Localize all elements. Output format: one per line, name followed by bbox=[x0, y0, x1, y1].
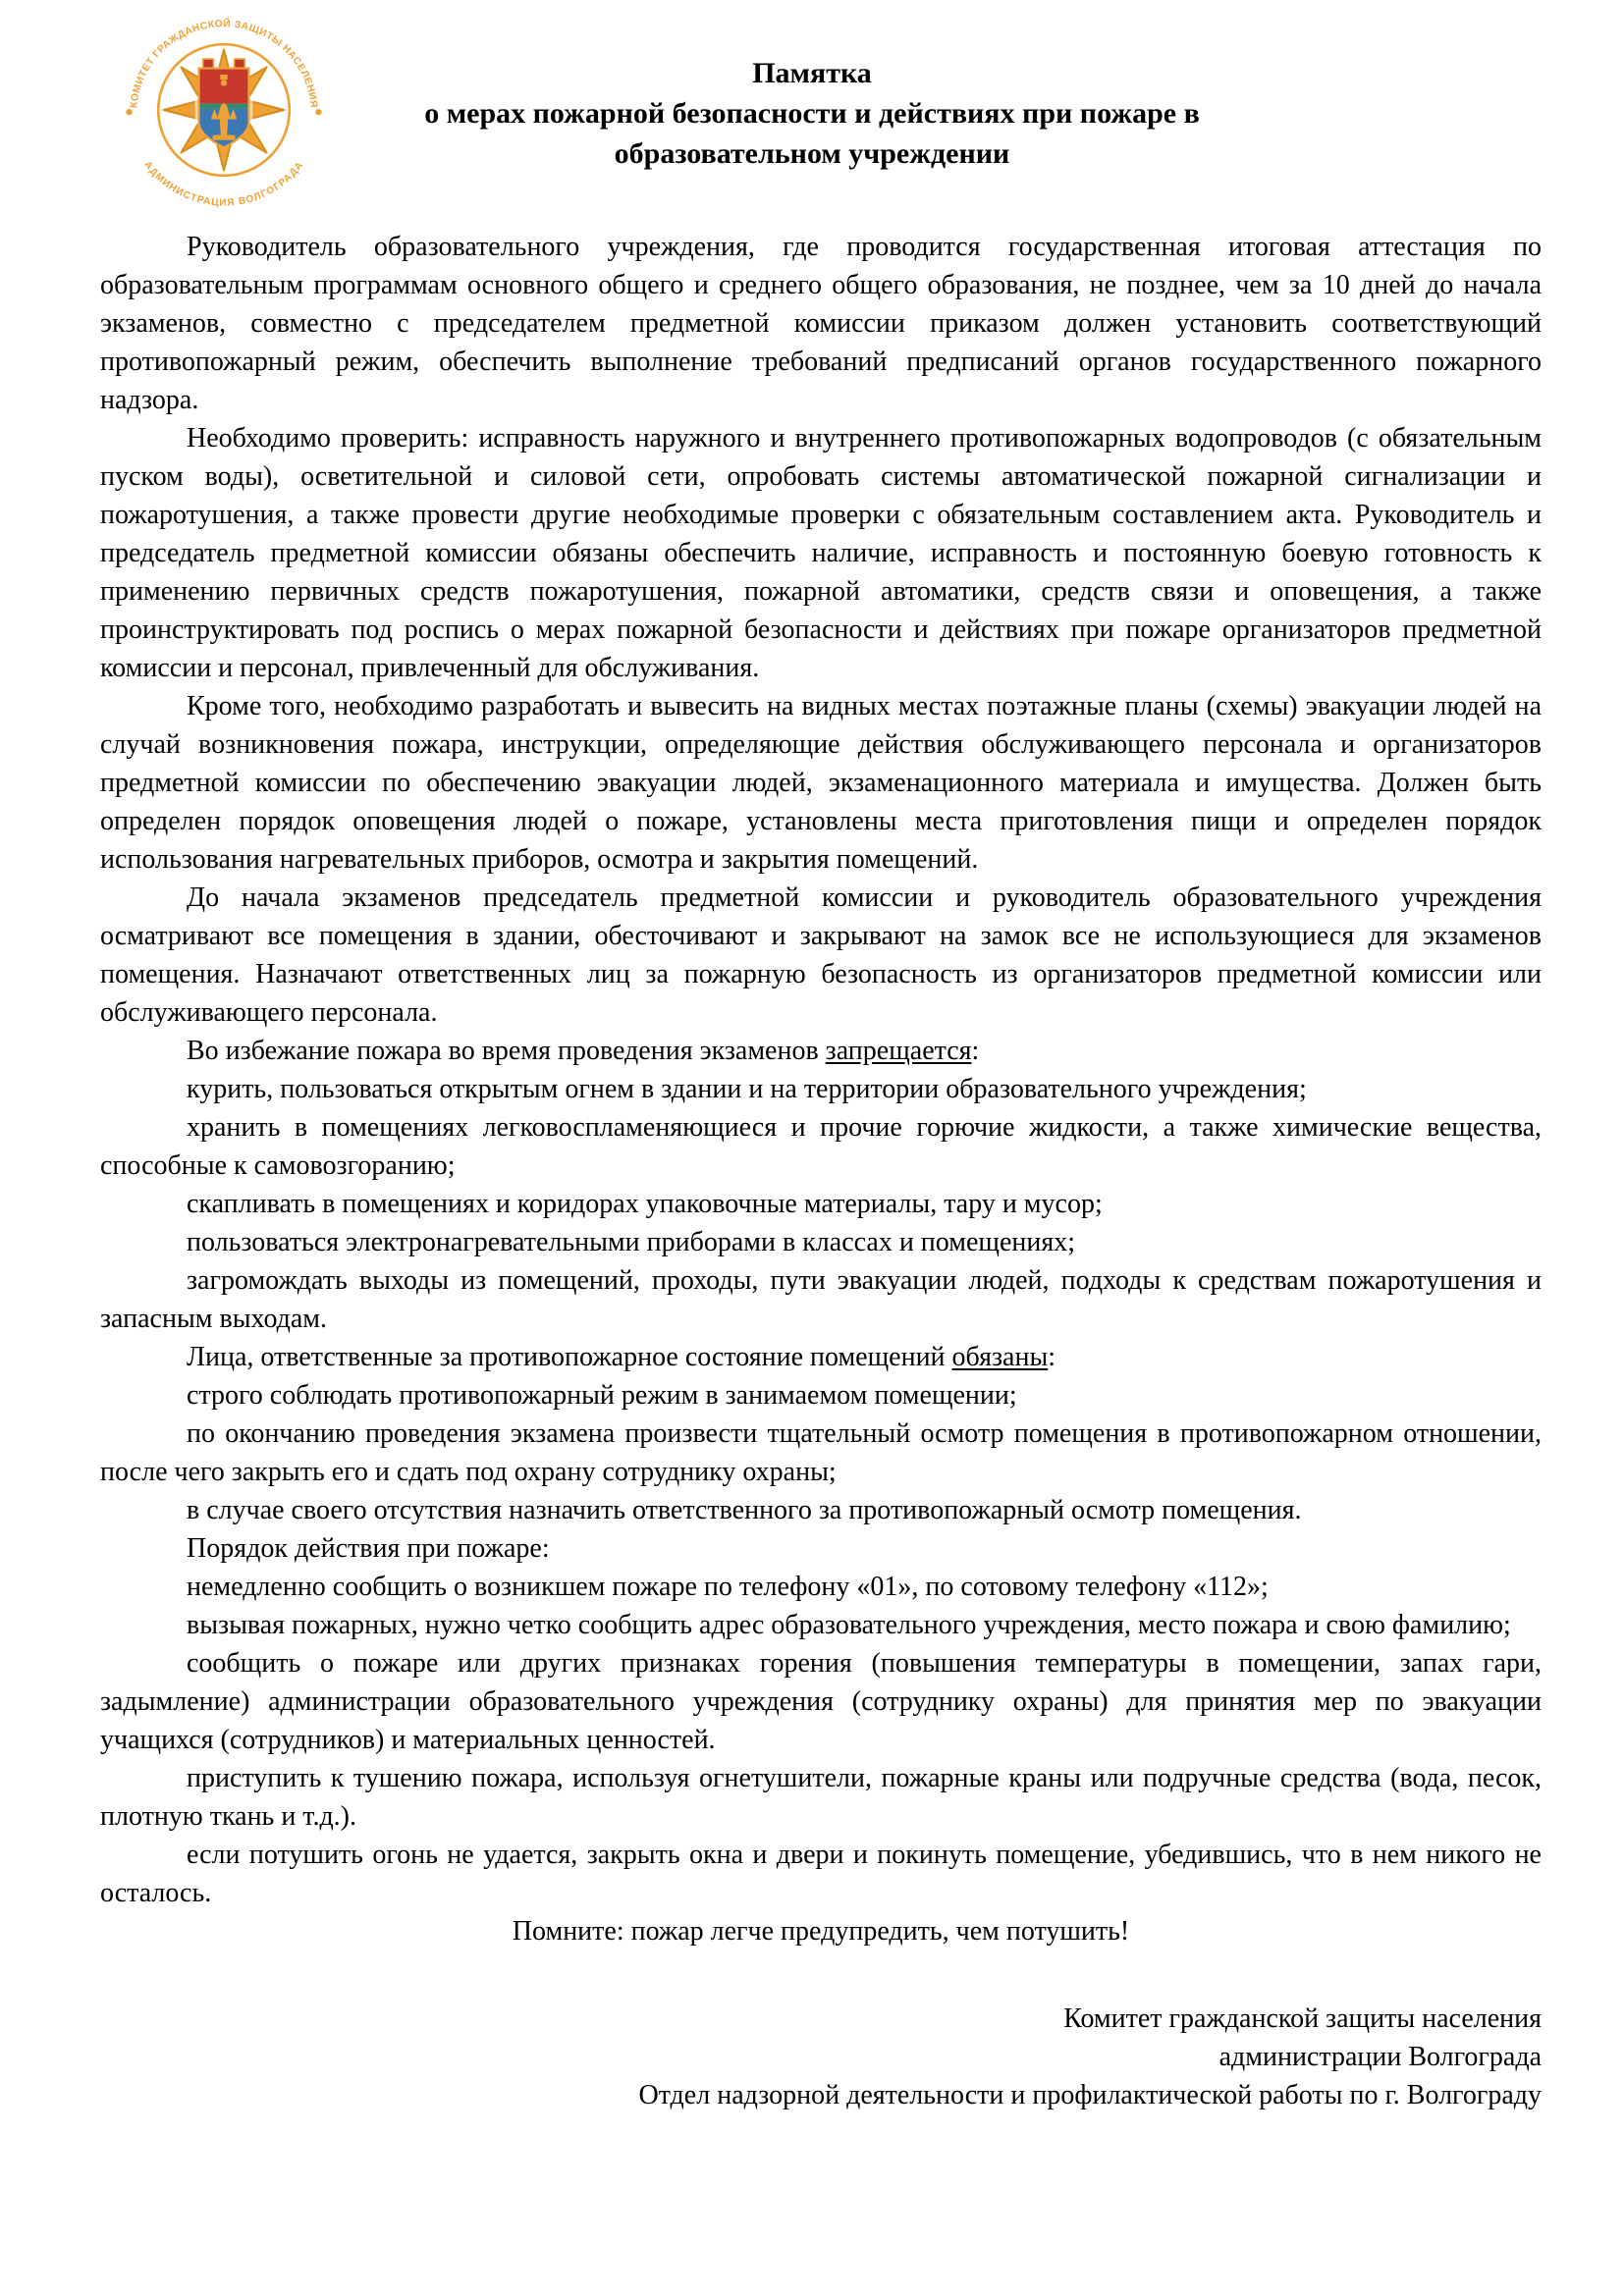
text-segment: Лица, ответственные за противопожарное состояние помещений bbox=[187, 1342, 952, 1372]
document-title-line2: о мерах пожарной безопасности и действиях при пожаре в bbox=[424, 97, 1200, 130]
text-segment: До начала экзаменов председатель предметной комиссии и руководитель образовательного учреждения осматривают все помещения в здании, обесточивают и закрывают на замок все не использующиеся для экзаменов помещения. Назначают ответственных лиц за пожарную безопасность из организаторов предметной комиссии или обслуживающего персонала. bbox=[100, 882, 1542, 1028]
text-segment: : bbox=[1048, 1342, 1056, 1372]
text-segment: пользоваться электронагревательными приборами в классах и помещениях; bbox=[187, 1227, 1076, 1257]
underlined-text-segment: запрещается bbox=[825, 1036, 972, 1066]
text-segment: Во избежание пожара во время проведения экзаменов bbox=[187, 1036, 826, 1066]
text-segment: Помните: пожар легче предупредить, чем потушить! bbox=[512, 1916, 1130, 1947]
paragraph bbox=[100, 1070, 1542, 1108]
paragraph bbox=[100, 1376, 1542, 1415]
text-segment: скапливать в помещениях и коридорах упаковочные материалы, тару и мусор; bbox=[187, 1189, 1103, 1219]
document-title-line1: Памятка bbox=[752, 57, 872, 89]
text-segment: Порядок действия при пожаре: bbox=[187, 1533, 550, 1564]
paragraph bbox=[100, 1185, 1542, 1223]
paragraph bbox=[100, 1836, 1542, 1912]
paragraph bbox=[100, 1568, 1542, 1606]
paragraph bbox=[100, 1606, 1542, 1644]
paragraph bbox=[100, 1223, 1542, 1261]
text-segment: если потушить огонь не удается, закрыть окна и двери и покинуть помещение, убедившись, что в нем никого не осталось. bbox=[100, 1840, 1542, 1908]
paragraph bbox=[100, 879, 1542, 1032]
text-segment: хранить в помещениях легковоспламеняющиеся и прочие горючие жидкости, а также химические вещества, способные к самовозгоранию; bbox=[100, 1112, 1542, 1181]
text-segment: по окончанию проведения экзамена произвести тщательный осмотр помещения в противопожарном отношении, после чего закрыть его и сдать под охрану сотруднику охраны; bbox=[100, 1418, 1542, 1487]
paragraph bbox=[100, 1415, 1542, 1491]
paragraph bbox=[100, 1261, 1542, 1338]
document-footer bbox=[0, 2000, 1624, 2114]
paragraph bbox=[100, 1032, 1542, 1070]
paragraph bbox=[100, 419, 1542, 687]
text-segment: в случае своего отсутствия назначить ответственного за противопожарный осмотр помещения. bbox=[187, 1495, 1302, 1525]
footer-line: администрации Волгограда bbox=[1218, 2042, 1542, 2072]
document-title-line3: образовательном учреждении bbox=[614, 137, 1010, 170]
text-segment: : bbox=[971, 1036, 980, 1066]
text-segment: Кроме того, необходимо разработать и вывесить на видных местах поэтажные планы (схемы) эвакуации людей на случай возникновения пожара, инструкции, определяющие действия обслуживающего персонала и организаторов предметной комиссии по обеспечению эвакуации людей, экзаменационного материала и имущества. Должен быть определен порядок оповещения людей о пожаре, установлены места приготовления пищи и определен порядок использования нагревательных приборов, осмотра и закрытия помещений. bbox=[100, 691, 1542, 875]
text-segment: сообщить о пожаре или других признаках горения (повышения температуры в помещении, запах гари, задымление) администрации образовательного учреждения (сотруднику охраны) для принятия мер по эвакуации учащихся (сотрудников) и материальных ценностей. bbox=[100, 1648, 1542, 1755]
paragraph bbox=[100, 228, 1542, 419]
footer-line: Комитет гражданской защиты населения bbox=[1063, 2003, 1542, 2034]
emblem-arc-text-bottom: АДМИНИСТРАЦИЯ ВОЛГОГРАДА bbox=[141, 159, 306, 209]
emblem-arc-text-top: КОМИТЕТ ГРАЖДАНСКОЙ ЗАЩИТЫ НАСЕЛЕНИЯ bbox=[129, 19, 319, 109]
text-segment: курить, пользоваться открытым огнем в здании и на территории образовательного учреждения; bbox=[187, 1074, 1307, 1104]
text-segment: строго соблюдать противопожарный режим в занимаемом помещении; bbox=[187, 1380, 1017, 1411]
underlined-text-segment: обязаны bbox=[951, 1342, 1049, 1372]
paragraph bbox=[100, 1338, 1542, 1376]
paragraph bbox=[100, 1491, 1542, 1529]
paragraph bbox=[100, 687, 1542, 879]
footer-line: Отдел надзорной деятельности и профилактической работы по г. Волгограду bbox=[638, 2080, 1542, 2110]
text-segment: немедленно сообщить о возникшем пожаре по телефону «01», по сотовому телефону «112»; bbox=[187, 1572, 1269, 1602]
paragraph bbox=[100, 1108, 1542, 1185]
paragraph bbox=[100, 1912, 1542, 1950]
text-segment: приступить к тушению пожара, используя огнетушители, пожарные краны или подручные средства (вода, песок, плотную ткань и т.д.). bbox=[100, 1763, 1542, 1832]
paragraph bbox=[100, 1529, 1542, 1568]
paragraph bbox=[100, 1644, 1542, 1759]
paragraph bbox=[100, 1759, 1542, 1836]
document-title bbox=[0, 53, 1624, 174]
text-segment: вызывая пожарных, нужно четко сообщить адрес образовательного учреждения, место пожара и свою фамилию; bbox=[187, 1610, 1511, 1640]
document-header bbox=[0, 0, 1624, 228]
text-segment: Необходимо проверить: исправность наружного и внутреннего противопожарных водопроводов (с обязательным пуском воды), осветительной и силовой сети, опробовать системы автоматической пожарной сигнализации и пожаротушения, а также провести другие необходимые проверки с обязательным составлением акта. Руководитель и председатель предметной комиссии обязаны обеспечить наличие, исправность и постоянную боевую готовность к применению первичных средств пожаротушения, пожарной автоматики, средств связи и оповещения, а также проинструктировать под роспись о мерах пожарной безопасности и действиях при пожаре организаторов предметной комиссии и персонал, привлеченный для обслуживания. bbox=[100, 423, 1542, 683]
document-body bbox=[0, 228, 1624, 1950]
text-segment: Руководитель образовательного учреждения, где проводится государственная итоговая аттестация по образовательным программам основного общего и среднего общего образования, не позднее, чем за 10 дней до начала экзаменов, совместно с председателем предметной комиссии приказом должен установить соответствующий противопожарный режим, обеспечить выполнение требований предписаний органов государственного пожарного надзора. bbox=[100, 232, 1542, 415]
text-segment: загромождать выходы из помещений, проходы, пути эвакуации людей, подходы к средствам пожаротушения и запасным выходам. bbox=[100, 1265, 1542, 1334]
